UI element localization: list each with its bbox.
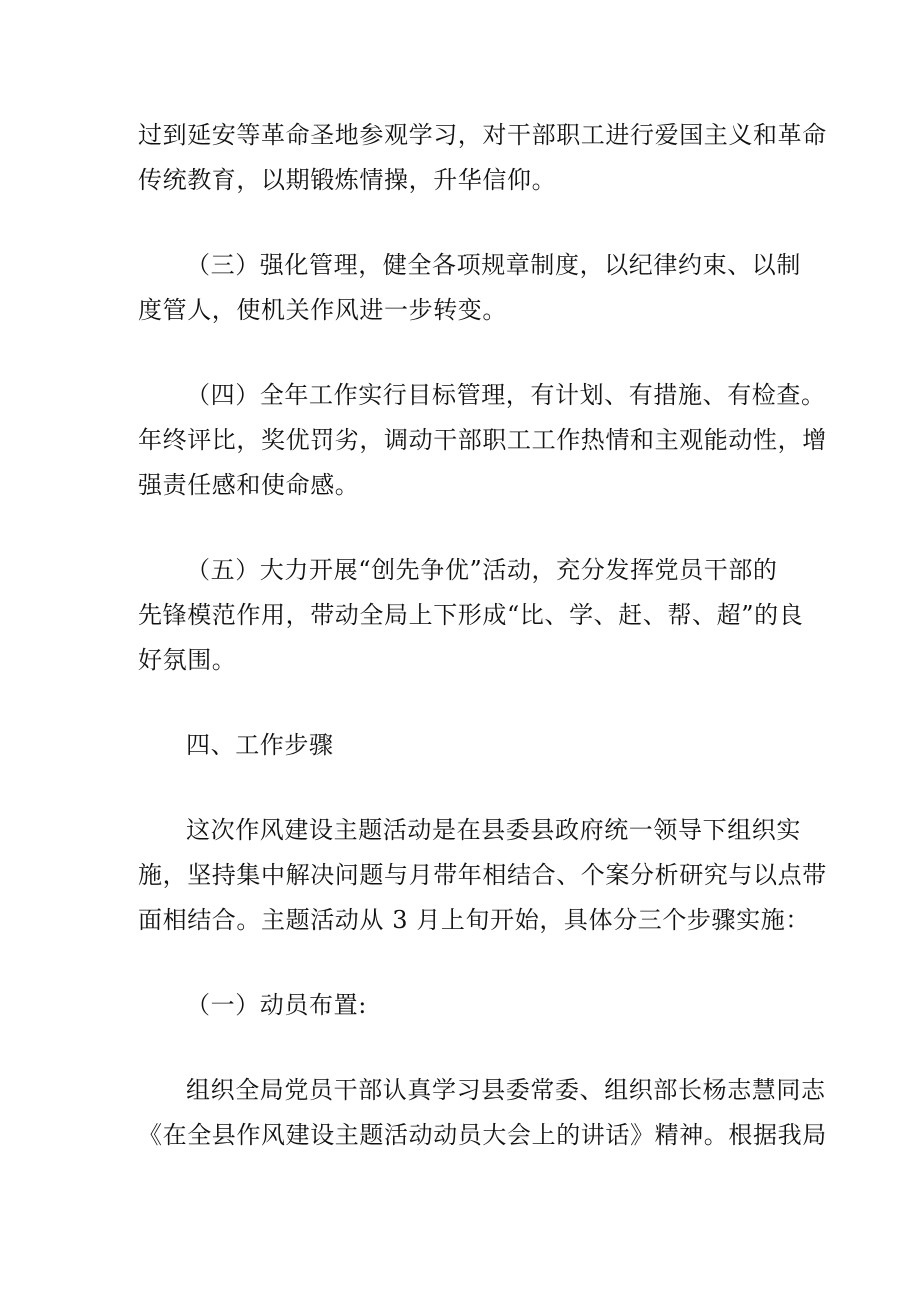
section-heading: 四、工作步骤 [186,731,334,759]
paragraph-line: （五）大力开展“创先争优”活动，充分发挥党员干部的 [186,556,778,584]
paragraph-line: 传统教育，以期锻炼情操，升华信仰。 [138,166,557,194]
paragraph-line: 强责任感和使命感。 [138,471,360,499]
paragraph-line: 过到延安等革命圣地参观学习，对干部职工进行爱国主义和革命 [138,121,827,149]
paragraph-line: 《在全县作风建设主题活动动员大会上的讲话》精神。根据我局 [138,1121,827,1149]
paragraph-line: （四）全年工作实行目标管理，有计划、有措施、有检查。 [186,381,826,409]
paragraph-line: 面相结合。主题活动从 3 月上旬开始，具体分三个步骤实施： [138,906,810,934]
subsection-heading: （一）动员布置: [186,991,367,1019]
paragraph-line: 好氛围。 [138,646,237,674]
paragraph-line: （三）强化管理，健全各项规章制度，以纪律约束、以制 [186,251,801,279]
paragraph-line: 施，坚持集中解决问题与月带年相结合、个案分析研究与以点带 [138,861,827,889]
paragraph-line: 度管人，使机关作风进一步转变。 [138,296,507,324]
paragraph-line: 这次作风建设主题活动是在县委县政府统一领导下组织实 [186,816,801,844]
paragraph-line: 年终评比，奖优罚劣，调动干部职工工作热情和主观能动性，增 [138,426,827,454]
paragraph-line: 组织全局党员干部认真学习县委常委、组织部长杨志慧同志 [186,1076,826,1104]
paragraph-line: 先锋模范作用，带动全局上下形成“比、学、赶、帮、超”的良 [138,601,804,629]
